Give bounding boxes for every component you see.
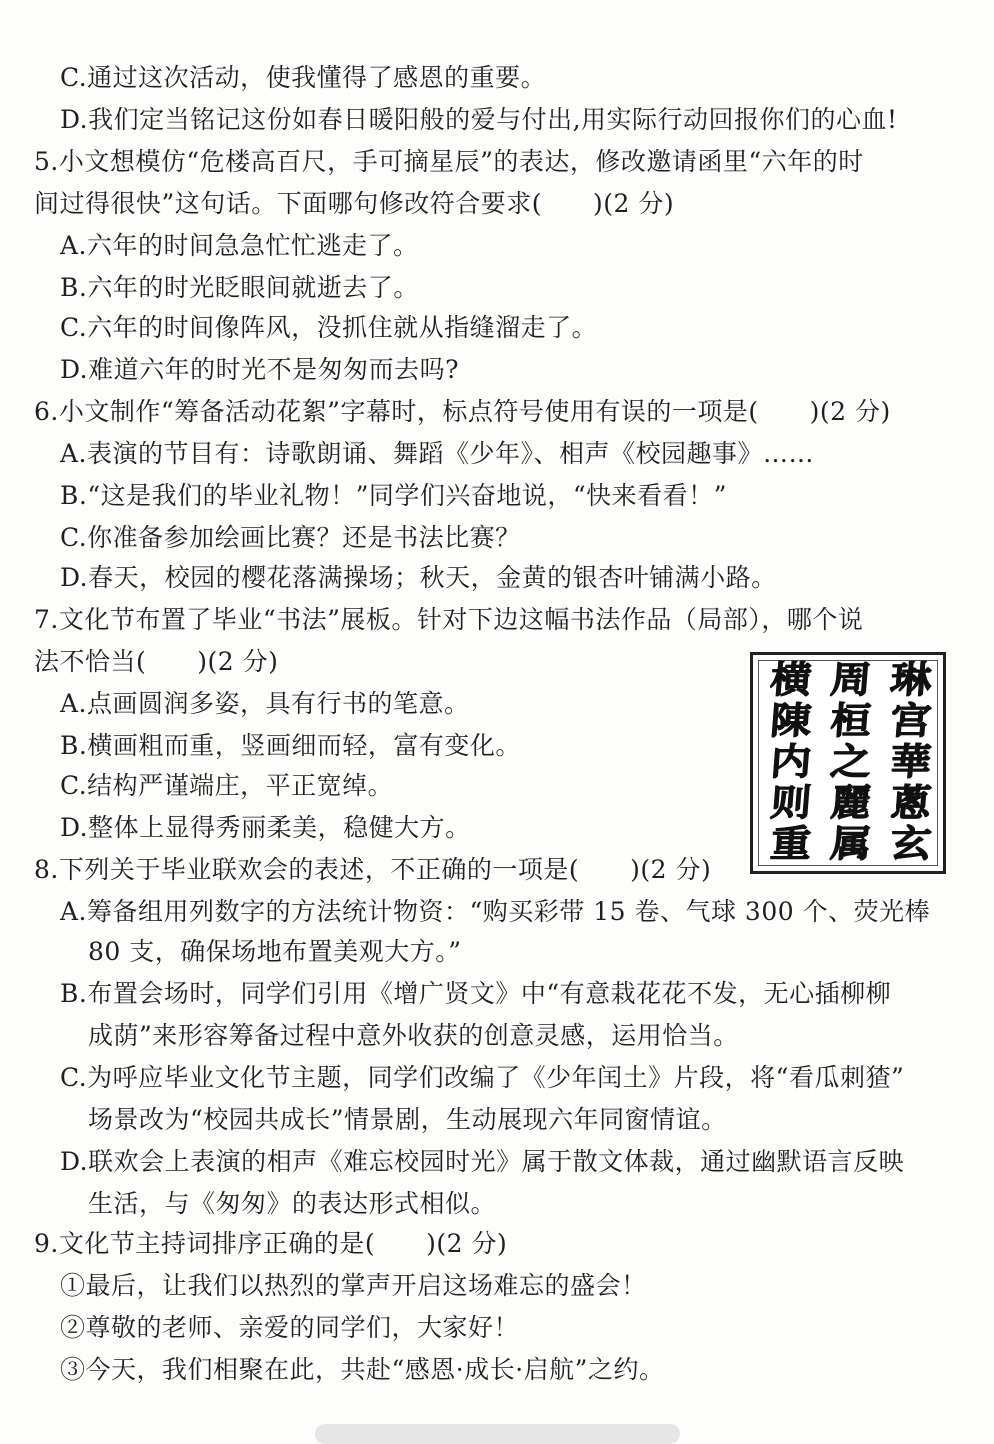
calligraphy-char: 蔥 xyxy=(887,780,933,824)
q7-option-a: A.点画圆润多姿，具有行书的笔意。 xyxy=(60,689,470,718)
calligraphy-char: 横 xyxy=(767,657,813,701)
q7-option-b: B.横画粗而重，竖画细而轻，富有变化。 xyxy=(60,731,521,760)
calligraphy-char: 麗 xyxy=(827,780,873,824)
q5-option-b: B.六年的时光眨眼间就逝去了。 xyxy=(60,273,419,302)
calligraphy-char: 周 xyxy=(827,657,873,701)
calligraphy-char: 琳 xyxy=(887,657,933,701)
q8-option-b-cont: 成荫”来形容筹备过程中意外收获的创意灵感，运用恰当。 xyxy=(88,1021,739,1050)
calligraphy-char: 陳 xyxy=(767,698,813,742)
q7-option-c: C.结构严谨端庄，平正宽绰。 xyxy=(60,771,394,800)
q6-option-d: D.春天，校园的樱花落满操场；秋天，金黄的银杏叶铺满小路。 xyxy=(60,563,777,592)
q8-option-d-cont: 生活，与《匆匆》的表达形式相似。 xyxy=(88,1189,497,1218)
q6-option-a: A.表演的节目有：诗歌朗诵、舞蹈《少年》、相声《校园趣事》…… xyxy=(60,439,815,468)
calligraphy-char: 宫 xyxy=(887,698,933,742)
q7-stem-line2: 法不恰当( )(2 分) xyxy=(34,647,279,676)
calligraphy-image xyxy=(750,652,946,874)
q5-stem-line1: 5.小文想模仿“危楼高百尺，手可摘星辰”的表达，修改邀请函里“六年的时 xyxy=(34,147,864,176)
q9-item-2: ②尊敬的老师、亲爱的同学们，大家好！ xyxy=(60,1313,520,1342)
q4-option-c: C.通过这次活动，使我懂得了感恩的重要。 xyxy=(60,63,547,92)
q8-option-c-cont: 场景改为“校园共成长”情景剧，生动展现六年同窗情谊。 xyxy=(88,1105,727,1134)
q5-option-d: D.难道六年的时光不是匆匆而去吗? xyxy=(60,355,460,384)
q8-option-b: B.布置会场时，同学们引用《增广贤文》中“有意栽花花不发，无心插柳柳 xyxy=(60,979,892,1008)
calligraphy-char: 属 xyxy=(827,821,873,865)
q8-stem: 8.下列关于毕业联欢会的表述，不正确的一项是( )(2 分) xyxy=(34,855,712,884)
calligraphy-char: 桓 xyxy=(827,698,873,742)
q7-option-d: D.整体上显得秀丽柔美，稳健大方。 xyxy=(60,813,471,842)
calligraphy-char: 内 xyxy=(767,739,813,783)
q6-option-c: C.你准备参加绘画比赛？还是书法比赛？ xyxy=(60,523,521,552)
bottom-scroll-indicator[interactable] xyxy=(315,1424,680,1444)
calligraphy-char: 之 xyxy=(827,739,873,783)
calligraphy-char: 玄 xyxy=(887,821,933,865)
q9-item-3: ③今天，我们相聚在此，共赴“感恩·成长·启航”之约。 xyxy=(60,1355,665,1384)
q5-option-a: A.六年的时间急急忙忙逃走了。 xyxy=(60,231,419,260)
q8-option-a: A.筹备组用列数字的方法统计物资：“购买彩带 15 卷、气球 300 个、荧光棒 xyxy=(60,897,931,926)
q6-option-b: B.“这是我们的毕业礼物！”同学们兴奋地说，“快来看看！” xyxy=(60,481,727,510)
q6-stem: 6.小文制作“筹备活动花絮”字幕时，标点符号使用有误的一项是( )(2 分) xyxy=(34,397,891,426)
calligraphy-column-middle xyxy=(821,659,879,864)
calligraphy-char: 重 xyxy=(767,821,813,865)
q8-option-d: D.联欢会上表演的相声《难忘校园时光》属于散文体裁，通过幽默语言反映 xyxy=(60,1147,905,1176)
q8-option-c: C.为呼应毕业文化节主题，同学们改编了《少年闰土》片段，将“看瓜刺猹” xyxy=(60,1063,905,1092)
calligraphy-column-right xyxy=(881,659,939,864)
q9-item-1: ①最后，让我们以热烈的掌声开启这场难忘的盛会！ xyxy=(60,1271,647,1300)
q5-stem-line2: 间过得很快”这句话。下面哪句修改符合要求( )(2 分) xyxy=(34,189,675,218)
q9-stem: 9.文化节主持词排序正确的是( )(2 分) xyxy=(34,1229,508,1258)
calligraphy-column-left xyxy=(761,659,819,864)
calligraphy-char: 则 xyxy=(767,780,813,824)
q8-option-a-cont: 80 支，确保场地布置美观大方。” xyxy=(88,937,462,966)
q4-option-d: D.我们定当铭记这份如春日暖阳般的爱与付出,用实际行动回报你们的心血! xyxy=(60,105,898,134)
q5-option-c: C.六年的时间像阵风，没抓住就从指缝溜走了。 xyxy=(60,313,598,342)
calligraphy-char: 華 xyxy=(887,739,933,783)
q7-stem-line1: 7.文化节布置了毕业“书法”展板。针对下边这幅书法作品（局部），哪个说 xyxy=(34,605,864,634)
